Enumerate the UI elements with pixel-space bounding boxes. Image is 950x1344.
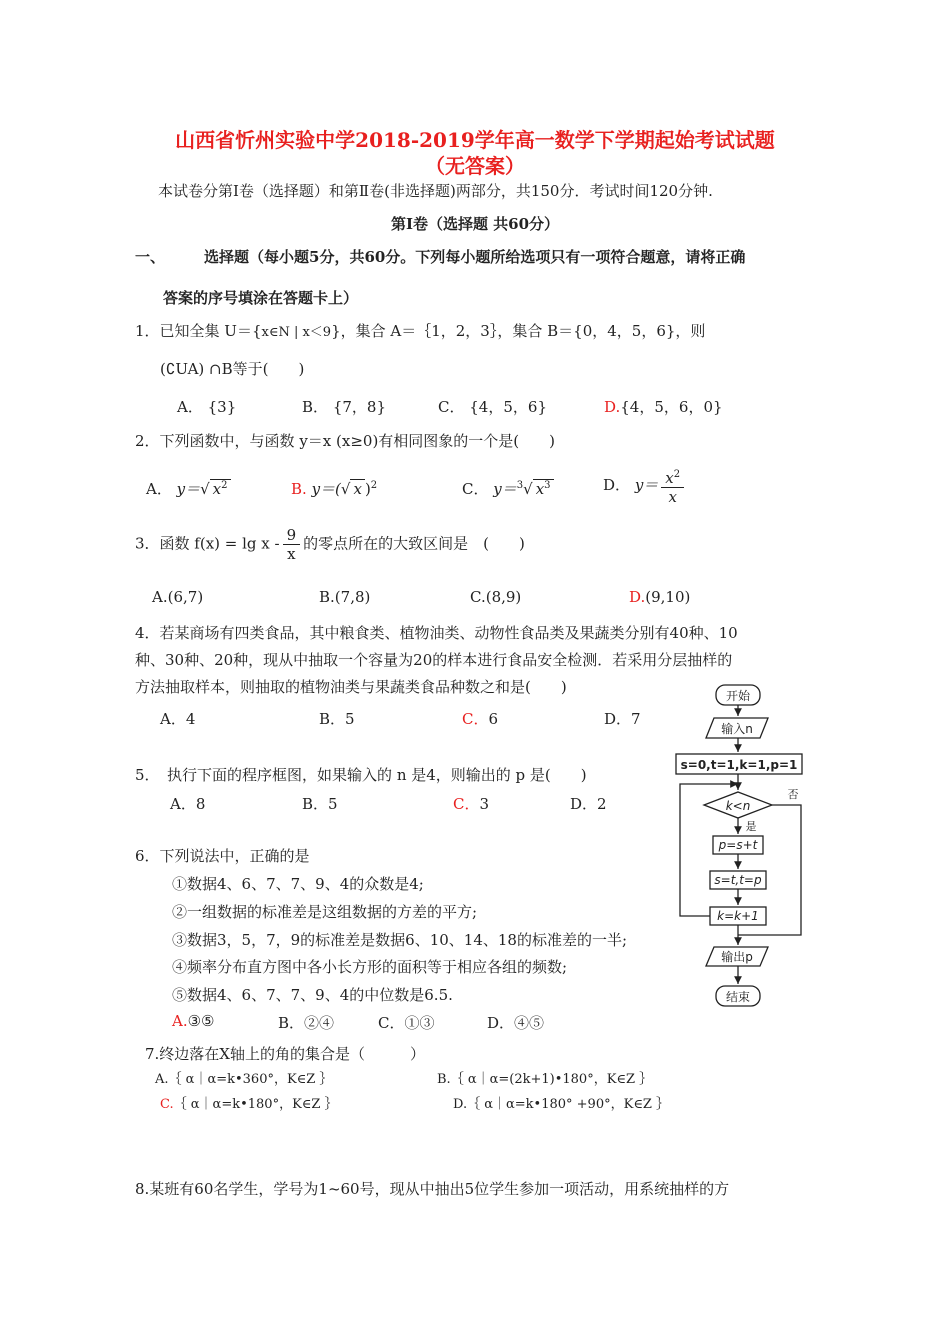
q4-line3: 方法抽取样本，则抽取的植物油类与果蔬类食品种数之和是( ) [135,678,567,696]
q7-stem: 7.终边落在X轴上的角的集合是（ ） [145,1045,425,1063]
q6-item-3: ③数据3，5，7，9的标准差是数据6、10、14、18的标准差的一半; [172,931,628,949]
q7-option-a: A.｛ α｜α=k•360°，K∈Z ｝ [155,1072,333,1087]
flow-step1-label: p=s+t [718,838,758,852]
q1-option-a: A． {3} [177,398,237,416]
q4-option-c: C．6 [462,710,499,728]
flow-output-label: 输出p [721,950,753,964]
q3-option-b: B.(7,8) [319,588,371,606]
q1-pre: 1．已知全集 U＝{ [135,322,262,340]
q3-stem: 3．函数 f(x) = lg x - $\frac{9}{x}$ 的零点所在的大致区间是 ( ) [135,526,525,563]
q5-stem: 5． 执行下面的程序框图，如果输入的 n 是4，则输出的 p 是( ) [135,766,587,784]
q6-stem: 6．下列说法中，正确的是 [135,847,310,865]
q4-option-d: D．7 [604,710,641,728]
flow-init-label: s=0,t=1,k=1,p=1 [680,758,798,772]
q1-set: x∈N | x＜9 [261,325,332,340]
section1-text2: 答案的序号填涂在答题卡上） [163,289,359,307]
q1-stem [135,320,705,341]
q5-option-b: B．5 [302,795,338,813]
q1-option-d: D.{4，5，6，0} [604,398,723,416]
q5-option-c: C．3 [453,795,490,813]
flow-start-label: 开始 [725,689,751,703]
flow-input-label: 输入n [721,722,753,736]
flow-step2-label: s=t,t=p [714,873,762,887]
q1-option-b: B． {7，8} [302,398,386,416]
q2-option-c: C． y＝$^3$√ $x^3$ [462,478,554,499]
q5-option-d: D．2 [570,795,607,813]
q1-line2: (∁UA) ∩B等于( ) [160,360,305,378]
q8-line1: 8.某班有60名学生，学号为1~60号，现从中抽出5位学生参加一项活动，用系统抽样的方 [135,1180,730,1198]
q5-option-a: A．8 [170,795,206,813]
q6-option-b: B．②④ [278,1014,335,1032]
q3-option-d: D.(9,10) [629,588,691,606]
q6-option-a: A.③⑤ [172,1012,215,1030]
q6-item-4: ④频率分布直方图中各小长方形的面积等于相应各组的频数; [172,958,568,976]
section1-text: 选择题（每小题5分，共60分。下列每小题所给选项只有一项符合题意，请将正确 [204,248,746,266]
q2-stem: 2．下列函数中，与函数 y＝x (x≥0)有相同图象的一个是( ) [135,432,555,450]
flow-step3-label: k=k+1 [717,909,759,923]
flow-no-label: 否 [787,788,799,801]
q7-option-d: D.｛ α｜α=k•180° +90°，K∈Z ｝ [453,1097,670,1112]
q6-option-c: C．①③ [378,1014,435,1032]
q2-option-b: B. y＝(√ x )$^2$ [291,480,378,498]
q2-option-d: D． y＝ $\frac{x^2}{x}$ [603,466,687,506]
doc-title-line1: 山西省忻州实验中学2018-2019学年高一数学下学期起始考试试题 [175,128,775,152]
q3-option-a: A.(6,7) [152,588,204,606]
q4-option-b: B．5 [319,710,355,728]
intro-text: 本试卷分第Ⅰ卷（选择题）和第Ⅱ卷(非选择题)两部分，共150分．考试时间120分钟. [158,182,713,200]
q7-option-b: B.｛ α｜α=(2k+1)•180°，K∈Z ｝ [437,1072,653,1087]
q6-item-1: ①数据4、6、7、7、9、4的众数是4; [172,875,424,893]
doc-title-line2: （无答案） [425,154,525,178]
q7-option-c: C.｛ α｜α=k•180°，K∈Z ｝ [160,1097,338,1112]
flow-end-label: 结束 [725,990,751,1004]
part1-heading: 第Ⅰ卷（选择题 共60分） [390,215,560,233]
flow-condition-label: k<n [725,799,751,813]
q6-item-2: ②一组数据的标准差是这组数据的方差的平方; [172,903,478,921]
section1-number: 一、 [135,248,166,266]
q6-item-5: ⑤数据4、6、7、7、9、4的中位数是6.5. [172,986,453,1004]
q4-line1: 4．若某商场有四类食品，其中粮食类、植物油类、动物性食品类及果蔬类分别有40种、10 [135,624,738,642]
program-flowchart [670,680,820,1020]
q3-option-c: C.(8,9) [470,588,522,606]
q1-option-c: C． {4，5，6} [438,398,547,416]
q4-option-a: A．4 [160,710,196,728]
flow-yes-label: 是 [745,820,757,833]
q1-post: }，集合 A＝｛1，2，3｝，集合 B＝{0，4，5，6}，则 [331,322,706,340]
q6-option-d: D．④⑤ [487,1014,545,1032]
q2-option-a: A． y＝√ $x^2$ [146,478,231,499]
q4-line2: 种、30种、20种，现从中抽取一个容量为20的样本进行食品安全检测．若采用分层抽样的 [135,651,733,669]
